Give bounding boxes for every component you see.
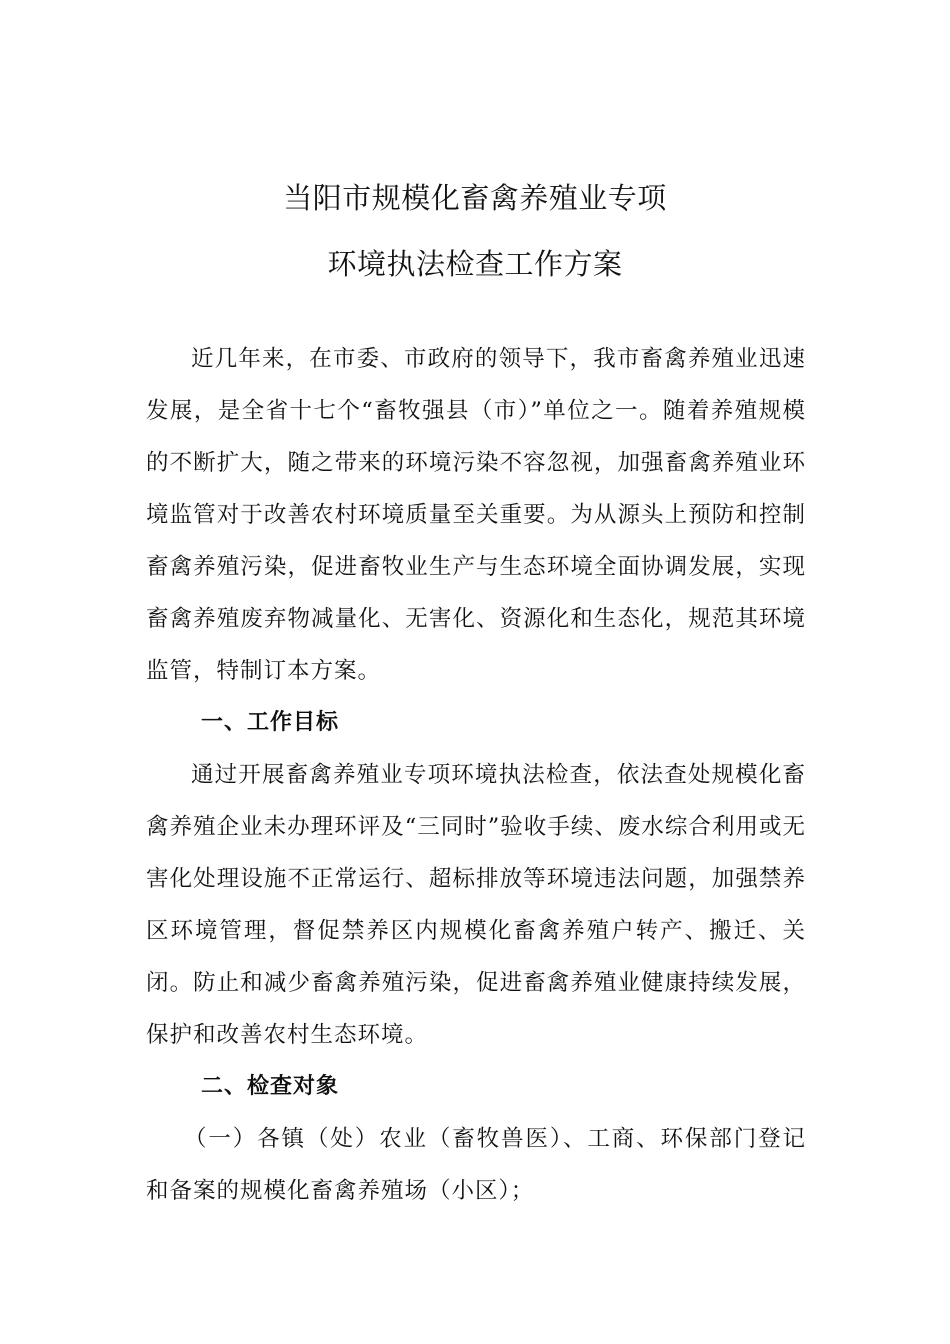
- section-heading-targets: 二、检查对象: [201, 1074, 340, 1099]
- intro-paragraph: 近几年来，在市委、市政府的领导下，我市畜禽养殖业迅速发展，是全省十七个“畜牧强县（市）”单位之一。随着养殖规模的不断扩大，随之带来的环境污染不容忽视，加强畜禽养殖业环境监管对于改善农村环境质量至关重要。为从源头上预防和控制畜禽养殖污染，促进畜牧业生产与生态环境全面协调发展，实现畜禽养殖废弃物减量化、无害化、资源化和生态化，规范其环境监管，特制订本方案。: [146, 346, 806, 684]
- document-title-line-2: 环境执法检查工作方案: [327, 247, 623, 281]
- goals-paragraph: 通过开展畜禽养殖业专项环境执法检查，依法查处规模化畜禽养殖企业未办理环评及“三同时”验收手续、废水综合利用或无害化处理设施不正常运行、超标排放等环境违法问题，加强禁养区环境管理，督促禁养区内规模化畜禽养殖户转产、搬迁、关闭。防止和减少畜禽养殖污染，促进畜禽养殖业健康持续发展，保护和改善农村生态环境。: [146, 762, 806, 1048]
- section-heading-goals: 一、工作目标: [201, 710, 340, 735]
- targets-item-1: （一）各镇（处）农业（畜牧兽医）、工商、环保部门登记和备案的规模化畜禽养殖场（小区）；: [146, 1126, 806, 1204]
- document-body: [146, 333, 806, 1217]
- document-title-line-1: 当阳市规模化畜禽养殖业专项: [283, 181, 667, 215]
